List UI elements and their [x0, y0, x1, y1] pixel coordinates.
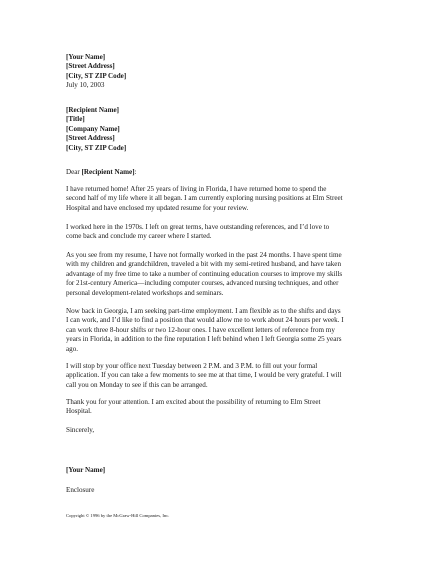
letter-date: July 10, 2003 — [66, 81, 105, 90]
paragraph-line: As you see from my resume, I have not formally worked in the past 24 months. I have spent time — [66, 251, 342, 259]
paragraph-line: advantage of my free time to take a number of continuing education courses to improve my skills — [66, 269, 343, 278]
paragraph-line: second half of my life where it all began. I am currently exploring nursing positions at Elm Street — [66, 194, 343, 203]
recipient-address-block — [66, 106, 386, 153]
paragraph-line: Thank you for your attention. I am excited about the possibility of returning to Elm Street — [66, 398, 321, 406]
paragraph-line: call you on Monday to see if this can be arranged. — [66, 380, 208, 389]
recipient-city: [City, ST ZIP Code] — [66, 143, 127, 152]
sender-name: [Your Name] — [66, 53, 106, 61]
paragraph-line: with my children and grandchildren, traveled a bit with my semi-retired husband, and have taken — [66, 260, 341, 269]
salutation-recipient: [Recipient Name] — [81, 168, 135, 176]
recipient-name: [Recipient Name] — [66, 106, 119, 114]
body-paragraph-2 — [66, 223, 386, 242]
salutation-line — [66, 168, 386, 177]
salutation — [66, 168, 386, 177]
body-paragraph-5 — [66, 362, 386, 390]
paragraph-line: I worked here in the 1970s. I left on great terms, have outstanding references, and I’d love to — [66, 223, 330, 231]
body-paragraph-6 — [66, 398, 386, 417]
enclosure-block — [66, 486, 386, 495]
signature-block — [66, 466, 386, 475]
paragraph-line: can work three 8-hour shifts or two 12-hour ones. I have excellent letters of reference from my — [66, 325, 335, 334]
body-paragraph-3 — [66, 251, 386, 298]
sender-street: [Street Address] — [66, 62, 115, 71]
paragraph-line: personal development-related workshops and seminars. — [66, 288, 224, 297]
paragraph-line: come back and conclude my career where I started. — [66, 232, 212, 241]
paragraph-line: Hospital and have enclosed my updated resume for your review. — [66, 203, 249, 212]
body-paragraph-1 — [66, 185, 386, 213]
recipient-title: [Title] — [66, 115, 85, 124]
closing-text: Sincerely, — [66, 426, 95, 434]
recipient-street: [Street Address] — [66, 134, 115, 143]
paragraph-line: years in Florida, in addition to the fine reputation I left behind when I left Georgia some 25 years — [66, 335, 342, 344]
signature-name: [Your Name] — [66, 466, 106, 474]
paragraph-line: I will stop by your office next Tuesday between 2 P.M. and 3 P.M. to fill out your formal — [66, 362, 318, 370]
paragraph-line: I have returned home! After 25 years of living in Florida, I have returned home to spend the — [66, 185, 327, 193]
paragraph-line: Now back in Georgia, I am seeking part-time employment. I am flexible as to the shifts and days — [66, 307, 341, 315]
recipient-company: [Company Name] — [66, 124, 120, 133]
enclosure-text: Enclosure — [66, 486, 95, 494]
body-paragraph-4 — [66, 307, 386, 354]
sender-address-block — [66, 53, 386, 91]
copyright-notice: Copyright © 1996 by the McGraw-Hill Companies, Inc. — [66, 513, 170, 518]
paragraph-line: application. If you can take a few moments to see me at that time, I would be very grateful. I will — [66, 371, 342, 380]
paragraph-line: I can work, and I’d like to find a position that would allow me to work about 24 hours per week. I — [66, 316, 344, 325]
salutation-suffix: : — [134, 168, 137, 176]
sender-city: [City, ST ZIP Code] — [66, 71, 127, 80]
closing — [66, 426, 386, 435]
paragraph-line: for 21st-century America—including computer courses, advanced nursing techniques, and other — [66, 279, 339, 288]
paragraph-line: Hospital. — [66, 407, 92, 416]
paragraph-line: ago. — [66, 344, 79, 353]
salutation-prefix: Dear — [66, 168, 82, 176]
